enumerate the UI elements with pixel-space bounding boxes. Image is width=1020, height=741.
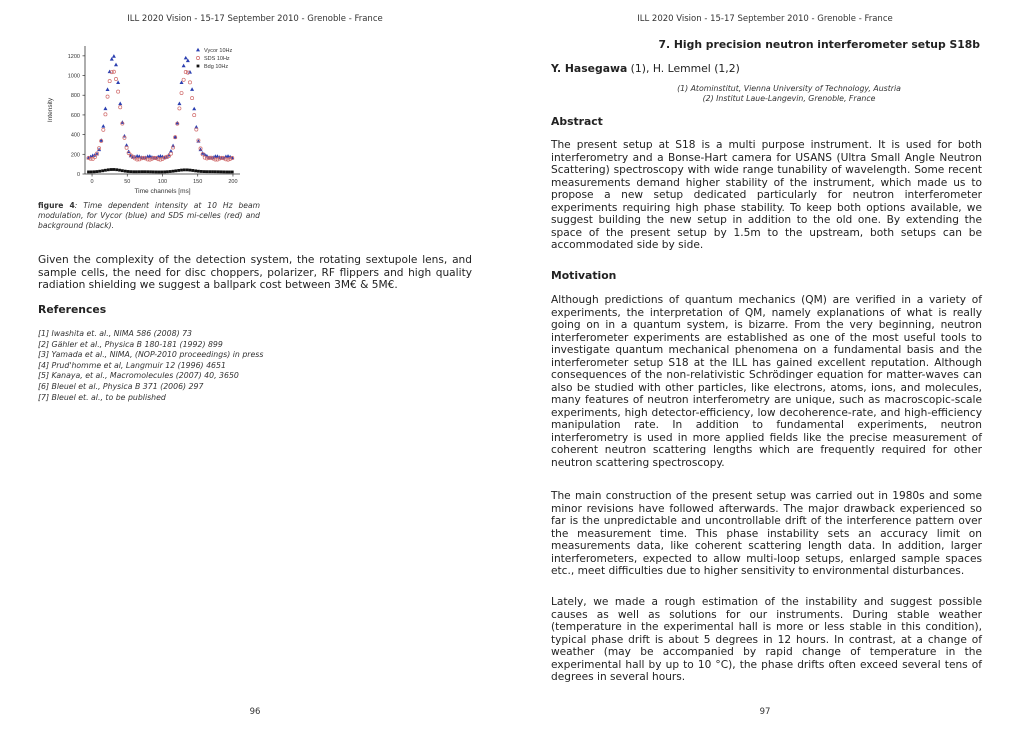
figure-caption-label: figure 4 (38, 201, 75, 210)
x-axis-label: Time channels [ms] (134, 188, 191, 195)
data-point-square (160, 171, 163, 174)
data-point-square (107, 168, 110, 171)
motivation-paragraph-2: The main construction of the present setup was carried out in 1980s and some minor revisions have followed afterwards. The major drawback experienced so far is the unpredictable and uncontrollable drift of the interference pattern over the measurement time. This phase instability sets an accuracy limit on measurements data, like coherent scattering length data. In addition, larger interferometers, expected to allow multi-loop setups, enlarged sample spaces etc., meet difficulties due to higher sensitivity to environmental disturbances. (551, 490, 982, 577)
y-tick-label: 600 (70, 112, 80, 119)
data-point-square (183, 168, 186, 171)
motivation-heading: Motivation (551, 269, 617, 282)
data-point-square (191, 169, 194, 172)
abstract-heading: Abstract (551, 115, 603, 128)
legend-label: Bdg 10Hz (204, 64, 229, 70)
y-tick-label: 1200 (67, 53, 80, 60)
reference-item: [2] Gähler et al., Physica B 180-181 (1992) 899 (38, 339, 223, 349)
data-point-square (98, 170, 101, 173)
data-point-square (180, 169, 183, 172)
data-point-triangle (112, 54, 116, 58)
data-point-square (197, 170, 200, 173)
references-list (38, 329, 338, 403)
x-tick-label: 0 (90, 179, 94, 185)
data-point-triangle (106, 87, 110, 91)
data-point-square (138, 170, 141, 173)
data-point-square (225, 171, 228, 174)
legend-marker (196, 56, 199, 59)
data-point-circle-open (119, 106, 122, 109)
data-point-circle-open (159, 158, 162, 161)
data-point-square (121, 169, 124, 172)
data-point-square (222, 170, 225, 173)
y-tick-label: 1000 (67, 73, 80, 80)
data-point-triangle (108, 70, 112, 74)
reference-item: [6] Bleuel et al., Physica B 371 (2006) 297 (38, 381, 204, 391)
data-point-square (132, 170, 135, 173)
data-point-square (186, 168, 189, 171)
data-point-triangle (101, 124, 105, 128)
data-point-square (112, 168, 115, 171)
references-heading: References (38, 303, 107, 316)
x-tick-label: 200 (228, 179, 238, 185)
data-point-circle-open (226, 158, 229, 161)
author-rest: (1), H. Lemmel (1,2) (627, 62, 740, 75)
y-tick-label: 800 (70, 93, 80, 100)
data-point-square (149, 170, 152, 173)
reference-item: [1] Iwashita et. al., NIMA 586 (2008) 73 (38, 329, 193, 338)
data-point-square (101, 169, 104, 172)
data-point-square (211, 170, 214, 173)
data-point-square (169, 170, 172, 173)
cost-paragraph: Given the complexity of the detection system, the rotating sextupole lens, and sample cells, the need for disc choppers, polarizer, RF flippers and high quality radiation shielding we suggest a ballpark cost between 3M€ & 5M€. (38, 254, 472, 291)
chart-svg (38, 38, 254, 198)
data-point-circle-open (102, 128, 105, 131)
data-point-square (110, 168, 113, 171)
legend-marker (196, 48, 200, 52)
abstract-paragraph: The present setup at S18 is a multi purpose instrument. It is used for both interferometry and a Bonse-Hart camera for USANS (Ultra Small Angle Neutron Scattering) spectroscopy with wide range tunability of wavelength. Some recent measurements demand higher stability of the instrument, which made us to propose a new setup dedicated particularly for neutron interferometer experiments requiring high phase stability. To keep both options available, we suggest building the new setup in addition to the old one. By extending the space of the present setup by 1.5m to the upstream, both setups can be accommodated side by side. (551, 139, 982, 251)
data-point-square (155, 171, 158, 174)
data-point-circle-open (184, 70, 187, 73)
data-point-square (115, 168, 118, 171)
data-point-square (177, 169, 180, 172)
data-point-triangle (114, 63, 118, 67)
x-tick-label: 100 (157, 179, 168, 185)
reference-item: [3] Yamada et al., NIMA, (NOP-2010 proceedings) in press (38, 350, 264, 360)
data-point-circle-open (193, 113, 196, 116)
data-point-square (203, 170, 206, 173)
data-point-circle-open (114, 77, 117, 80)
data-point-triangle (192, 107, 196, 111)
data-point-circle-open (180, 91, 183, 94)
data-point-triangle (118, 102, 122, 106)
figure-caption (38, 201, 260, 231)
data-point-square (152, 170, 155, 173)
y-tick-label: 400 (70, 132, 80, 139)
reference-item: [7] Bleuel et. al., to be published (38, 392, 166, 402)
affiliations (600, 84, 978, 104)
reference-item: [5] Kanaya, et al., Macromolecules (2007) 40, 3650 (38, 371, 239, 381)
page-number-left: 96 (249, 707, 261, 717)
legend-label: Vycor 10Hz (204, 48, 233, 54)
data-point-square (124, 170, 127, 173)
y-tick-label: 0 (76, 172, 80, 178)
data-point-circle-open (112, 70, 115, 73)
affiliation-2: (2) Institut Laue-Langevin, Grenoble, France (702, 94, 876, 103)
data-point-square (129, 170, 132, 173)
data-point-circle-open (108, 79, 111, 82)
data-point-square (231, 171, 234, 174)
data-point-circle-open (182, 78, 185, 81)
data-point-circle-open (106, 95, 109, 98)
data-point-square (146, 170, 149, 173)
data-point-square (217, 170, 220, 173)
running-header-left: ILL 2020 Vision - 15-17 September 2010 - Grenoble - France (127, 14, 383, 24)
data-point-square (205, 170, 208, 173)
figure-caption-text: : Time dependent intensity at 10 Hz beam modulation, for Vycor (blue) and SDS mi-celles (red) and background (black). (38, 201, 260, 230)
data-point-square (143, 170, 146, 173)
data-point-square (228, 171, 231, 174)
data-point-square (96, 170, 99, 173)
data-point-square (141, 170, 144, 173)
data-point-square (158, 171, 161, 174)
legend-label: SDS 10Hz (204, 56, 230, 62)
data-point-square (127, 170, 130, 173)
data-point-triangle (188, 70, 192, 74)
affiliation-1: (1) Atominstitut, Vienna University of Technology, Austria (677, 84, 901, 93)
data-point-triangle (177, 101, 181, 105)
section-title: 7. High precision neutron interferometer setup S18b (658, 38, 980, 51)
data-point-circle-open (91, 157, 94, 160)
data-point-square (200, 170, 203, 173)
data-point-circle-open (178, 107, 181, 110)
data-point-square (220, 170, 223, 173)
data-point-circle-open (188, 81, 191, 84)
data-point-triangle (184, 56, 188, 60)
y-tick-label: 200 (70, 152, 80, 159)
data-point-circle-open (190, 96, 193, 99)
data-point-square (194, 169, 197, 172)
page-number-right: 97 (759, 707, 771, 717)
data-point-square (135, 170, 138, 173)
author-primary: Y. Hasegawa (551, 62, 628, 75)
data-point-square (166, 170, 169, 173)
x-tick-label: 150 (193, 179, 203, 185)
figure-4-chart (38, 38, 254, 198)
motivation-paragraph-1: Although predictions of quantum mechanics (QM) are verified in a variety of experiments, the interpretation of QM, namely explanations of what is really going on in a quantum system, is bizarre. From the very beginning, neutron interferometer experiments are established as one of the most useful tools to investigate quantum mechanical phenomena on a fundamental basis and the interferometer setup S18 at the ILL has gained excellent reputation. Although consequences of the non-relativistic Schrödinger equation for matter-waves can also be studied with other particles, like electrons, atoms, ions, and molecules, many features of neutron interferometry are unique, such as macroscopic-scale experiments, high detector-efficiency, low decoherence-rate, and high-efficiency manipulation rate. In addition to fundamental experiments, neutron interferometry is used in more applied fields like the precise measurement of coherent neutron scattering lengths which are frequently required for other neutron scattering spectroscopy. (551, 294, 982, 469)
data-point-triangle (103, 106, 107, 110)
data-point-square (189, 169, 192, 172)
data-point-square (118, 169, 121, 172)
data-point-square (172, 170, 175, 173)
motivation-paragraph-3: Lately, we made a rough estimation of the instability and suggest possible causes as well as solutions for our instruments. During stable weather (temperature in the experimental hall is more or less stable in this condition), typical phase drift is about 5 degrees in 12 hours. In contrast, at a change of weather (may be accompanied by rapid change of temperature in the experimental hall by up to 10 °C), the phase drifts often exceed several tens of degrees in several hours. (551, 596, 982, 683)
data-point-square (87, 170, 90, 173)
data-point-square (163, 170, 166, 173)
authors (551, 62, 740, 75)
legend-marker (197, 65, 200, 68)
data-point-circle-open (117, 90, 120, 93)
data-point-triangle (116, 80, 120, 84)
y-axis-label: Intensity (47, 97, 54, 123)
data-point-square (90, 170, 93, 173)
data-point-square (93, 170, 96, 173)
running-header-right: ILL 2020 Vision - 15-17 September 2010 - Grenoble - France (637, 14, 893, 24)
data-point-square (214, 170, 217, 173)
x-tick-label: 50 (124, 179, 131, 185)
data-point-triangle (182, 64, 186, 68)
data-point-triangle (190, 87, 194, 91)
data-point-square (104, 169, 107, 172)
reference-item: [4] Prud'homme et al, Langmuir 12 (1996) 4651 (38, 360, 226, 370)
data-point-square (208, 170, 211, 173)
right-page (510, 0, 1020, 741)
data-point-circle-open (104, 113, 107, 116)
data-point-square (174, 169, 177, 172)
